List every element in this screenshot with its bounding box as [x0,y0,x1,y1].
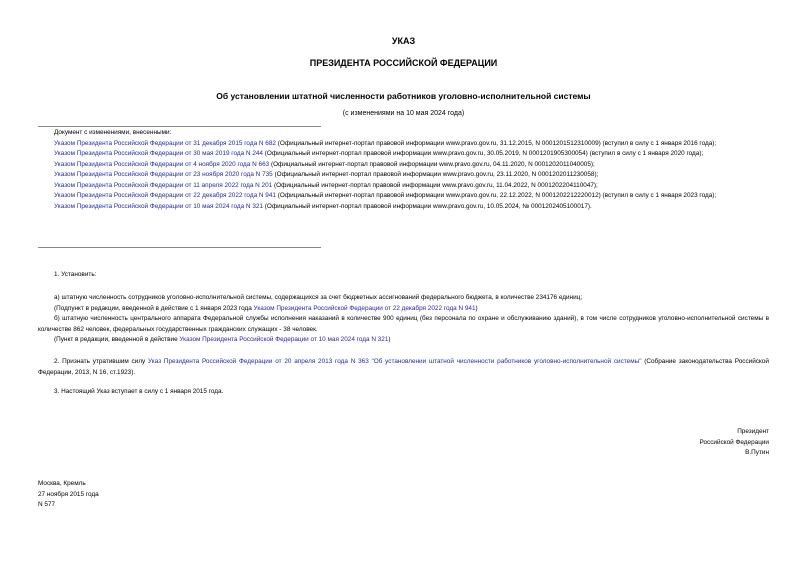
signature-name: В.Путин [745,449,769,456]
change-link-735[interactable]: Указом Президента Российской Федерации от 23 ноября 2020 года N 735 [54,171,273,178]
clause-1: 1. Установить: [54,271,97,278]
change-details: (Официальный интернет-портал правовой информации www.pravo.gov.ru, 31.12.2015, N 0001201512310009) (вступил в силу с 1 января 2016 года); [275,139,717,147]
note-text: (Пункт в редакции, введенной в действие [54,336,180,343]
doc-title: УКАЗ [391,36,416,46]
change-link-682[interactable]: Указом Президента Российской Федерации от 31 декабря 2015 года N 682 [54,139,276,147]
change-details: (Официальный интернет-портал правовой информации www.pravo.gov.ru, 11.04.2022, N 0001202204110047); [272,181,598,189]
note-text: (Подпункт в редакции, введенной в действие с 1 января 2023 года [54,304,254,312]
clause-1b: б) штатную численность центрального аппарата Федеральной службы исполнения наказаний в количестве 900 единиц (без персонала по охране и обслуживанию зданий), в том числе сотрудников уголовно-исполнительной системы в количестве 862 человек, федеральных государственных гражданских служащих - 38 человек. [38,315,769,333]
signature-country: Российской Федерации [699,438,769,446]
clause-2-text: (Собрание законодательства Российской Федерации, 2013, N 16, ст.1923). [38,358,770,376]
clause-2-link[interactable]: Указ Президента Российской Федерации от 20 апреля 2013 года N 363 "Об установлении штатной численности работников уголовно-исполнительной системы" [148,358,642,365]
doc-subtitle: ПРЕЗИДЕНТА РОССИЙСКОЙ ФЕДЕРАЦИИ [309,58,498,68]
change-details: (Официальный интернет-портал правовой информации www.pravo.gov.ru, 22.12.2022, N 0001202212220012) (вступил в силу с 1 января 2023 года); [275,192,717,199]
date: 27 ноября 2015 года [38,490,99,498]
divider-top [38,126,321,127]
change-link-321[interactable]: Указом Президента Российской Федерации от 10 мая 2024 года N 321 [54,202,263,210]
place: Москва, Кремль [38,480,86,487]
change-details: (Официальный интернет-портал правовой информации www.pravo.gov.ru, 10.05.2024, № 0001202405100017). [263,202,592,210]
change-item [38,170,769,181]
clause-1a-note [38,304,769,315]
change-item [38,149,769,160]
change-link-941[interactable]: Указом Президента Российской Федерации от 22 декабря 2022 года N 941 [54,192,276,199]
clause-3: 3. Настоящий Указ вступает в силу с 1 января 2015 года. [54,388,224,395]
place-date-block [38,479,99,511]
decree-number: N 577 [38,501,56,508]
clause-1a-note-link[interactable]: Указом Президента Российской Федерации от 22 декабря 2022 года N 941 [253,304,476,312]
change-details: (Официальный интернет-портал правовой информации www.pravo.gov.ru, 30.05.2019, N 0001201905300054) (вступил в силу с 1 января 2020 года); [263,150,704,157]
clause-2 [38,357,769,378]
doc-name: Об установлении штатной численности работников уголовно-исполнительной системы [216,91,591,101]
clause-1-note-link[interactable]: Указом Президента Российской Федерации от 10 мая 2024 года N 321 [179,336,389,343]
change-details: (Официальный интернет-портал правовой информации www.pravo.gov.ru, 04.11.2020, N 0001202011040005); [269,160,595,168]
change-details: (Официальный интернет-портал правовой информации www.pravo.gov.ru, 23.11.2020, N 0001202011230058); [272,171,599,178]
change-link-244[interactable]: Указом Президента Российской Федерации от 30 мая 2019 года N 244 [54,150,263,157]
change-item [38,191,769,202]
change-link-663[interactable]: Указом Президента Российской Федерации от 4 ноября 2020 года N 663 [54,160,270,168]
clause-1-note [38,335,769,346]
change-item [38,202,769,213]
clause-2-text: 2. Признать утратившим силу [54,358,149,365]
signature-block [700,427,770,459]
change-link-201[interactable]: Указом Президента Российской Федерации от 11 апреля 2022 года N 201 [54,181,273,189]
change-item [38,139,769,150]
edition-note: (с изменениями на 10 мая 2024 года) [342,110,465,117]
note-text: ) [475,304,478,312]
changes-list [38,128,769,212]
change-item [38,160,769,171]
change-item [38,181,769,192]
divider-bottom [38,247,321,248]
note-text: ) [388,336,391,343]
clause-1a: а) штатную численность сотрудников уголовно-исполнительной системы, содержащихся за счет бюджетных ассигнований федерального бюджета, в количестве 234176 единиц; [54,294,583,301]
changes-intro: Документ с изменениями, внесенными: [54,129,172,136]
signature-title: Президент [737,428,769,435]
